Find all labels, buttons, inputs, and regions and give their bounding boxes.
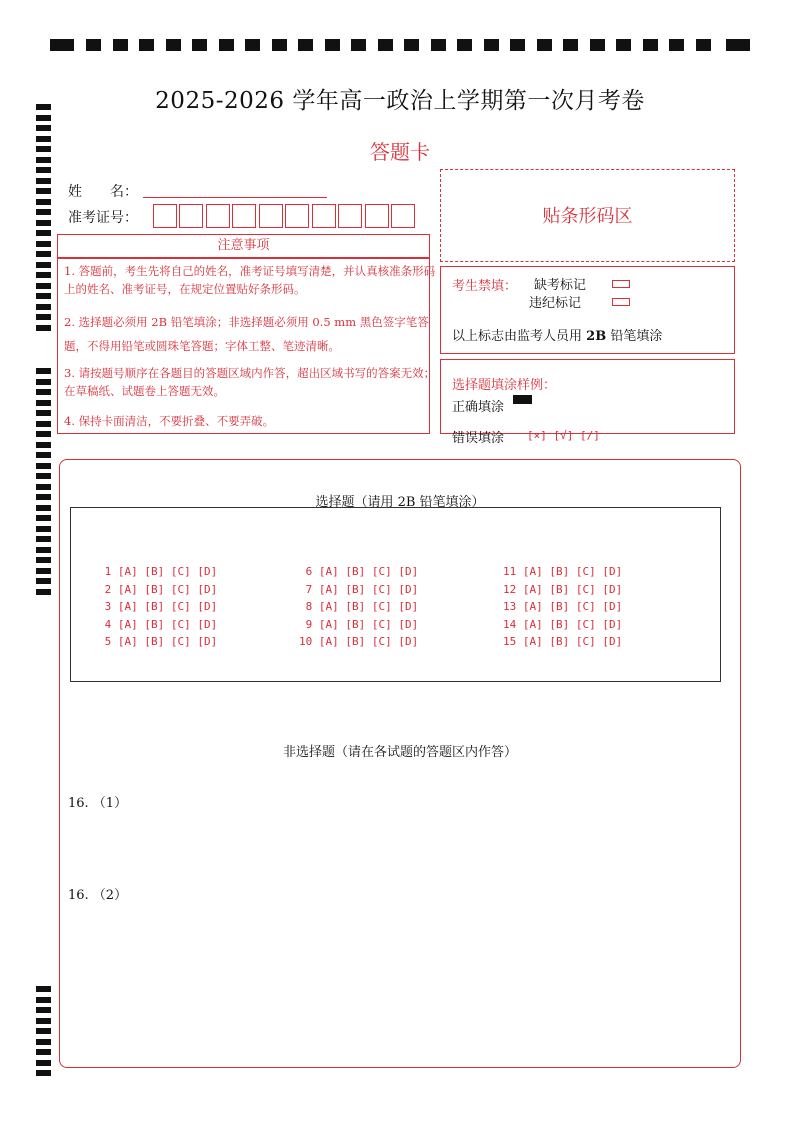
timing-mark — [36, 442, 51, 448]
timing-mark — [696, 39, 711, 51]
absent-mark-box[interactable] — [612, 280, 630, 288]
notice-item-1: 1. 答题前，考生先将自己的姓名，准考证号填写清楚，并认真核准条形码上的姓名、准考证号，在规定位置贴好条形码。 — [64, 264, 436, 296]
timing-mark — [36, 1018, 51, 1024]
timing-mark — [36, 1049, 51, 1055]
id-cell[interactable] — [365, 204, 389, 228]
timing-mark — [36, 209, 51, 215]
mcq-title: 选择题（请用 2B 铅笔填涂） — [315, 495, 485, 510]
option-a-bubble[interactable]: [A] — [117, 582, 145, 596]
q16-1-label: 16. （1） — [68, 796, 128, 811]
timing-mark — [484, 39, 499, 51]
absent-label: 缺考标记 — [534, 278, 587, 293]
option-d-bubble[interactable]: [D] — [602, 565, 629, 578]
notice-title-box — [57, 234, 430, 258]
timing-mark — [36, 283, 51, 289]
timing-mark — [50, 39, 74, 51]
timing-mark — [36, 1007, 51, 1013]
answer-card-heading: 答题卡 — [370, 140, 430, 164]
question-number: 6 — [299, 565, 319, 578]
notice-item-3: 3. 请按题号顺序在各题目的答题区域内作答，超出区域书写的答案无效；在草稿纸、试题卷上答题无效。 — [64, 366, 436, 398]
timing-mark — [351, 39, 366, 51]
timing-mark — [36, 368, 51, 374]
option-c-bubble[interactable]: [C] — [170, 582, 198, 596]
name-field[interactable] — [143, 197, 327, 198]
timing-mark — [36, 463, 51, 469]
option-c-bubble[interactable]: [C] — [575, 582, 603, 596]
mcq-question-6 — [299, 565, 425, 578]
wrong-mark-slash: [/] — [580, 429, 600, 442]
violation-label: 违纪标记 — [529, 296, 582, 311]
wrong-marks — [527, 429, 600, 442]
timing-mark — [36, 125, 51, 131]
question-number: 10 — [299, 635, 319, 648]
question-number: 1 — [98, 565, 118, 578]
timing-mark — [563, 39, 578, 51]
question-number: 11 — [503, 565, 523, 578]
option-d-bubble[interactable]: [D] — [602, 635, 629, 648]
id-cell[interactable] — [206, 204, 230, 228]
question-number: 4 — [98, 617, 118, 631]
option-a-bubble[interactable]: [A] — [318, 565, 346, 578]
id-cells[interactable] — [153, 204, 419, 228]
id-cell[interactable] — [179, 204, 203, 228]
option-b-bubble[interactable]: [B] — [345, 635, 372, 648]
option-a-bubble[interactable]: [A] — [522, 565, 550, 578]
question-number: 2 — [98, 582, 118, 596]
mcq-question-3 — [98, 600, 224, 613]
barcode-label: 贴条形码区 — [542, 206, 633, 227]
prohibited-label: 考生禁填： — [452, 279, 518, 294]
id-cell[interactable] — [153, 204, 177, 228]
timing-mark — [457, 39, 472, 51]
timing-mark — [36, 389, 51, 395]
instruction-prefix: 以上标志由监考人员用 — [452, 329, 583, 344]
option-d-bubble[interactable]: [D] — [398, 565, 425, 578]
mcq-question-15 — [503, 635, 629, 648]
timing-mark — [36, 515, 51, 521]
option-d-bubble[interactable]: [D] — [602, 600, 629, 613]
id-label: 准考证号： — [68, 210, 138, 226]
timing-mark — [510, 39, 525, 51]
wrong-mark-check: [√] — [553, 429, 574, 442]
instruction-suffix: 铅笔填涂 — [610, 329, 663, 344]
timing-mark — [36, 188, 51, 194]
notice-item-4: 4. 保持卡面清洁，不要折叠、不要弄破。 — [64, 414, 275, 428]
option-d-bubble[interactable]: [D] — [197, 617, 224, 631]
notice-title: 注意事项 — [217, 238, 270, 253]
timing-mark — [36, 526, 51, 532]
sample-wrong-label: 错误填涂 — [452, 431, 505, 446]
option-d-bubble[interactable]: [D] — [398, 635, 425, 648]
timing-mark — [36, 262, 51, 268]
timing-mark — [36, 986, 51, 992]
timing-mark — [404, 39, 419, 51]
option-c-bubble[interactable]: [C] — [575, 600, 603, 613]
q16-2-label: 16. （2） — [68, 888, 128, 903]
timing-mark — [86, 39, 101, 51]
timing-mark — [36, 178, 51, 184]
prohibited-box — [440, 266, 735, 354]
question-number: 3 — [98, 600, 118, 613]
option-c-bubble[interactable]: [C] — [170, 617, 198, 631]
timing-mark — [192, 39, 207, 51]
option-c-bubble[interactable]: [C] — [575, 617, 603, 631]
question-number: 8 — [299, 600, 319, 613]
page-title: 2025-2026 学年高一政治上学期第一次月考卷 — [155, 88, 645, 114]
option-a-bubble[interactable]: [A] — [318, 600, 346, 613]
mcq-question-11 — [503, 565, 629, 578]
sample-box — [440, 359, 735, 434]
id-cell[interactable] — [391, 204, 415, 228]
timing-mark — [36, 410, 51, 416]
timing-mark — [36, 304, 51, 310]
mcq-question-1 — [98, 565, 224, 578]
mcq-question-2 — [98, 583, 224, 596]
option-b-bubble[interactable]: [B] — [144, 635, 171, 648]
option-d-bubble[interactable]: [D] — [197, 565, 224, 578]
timing-mark — [36, 1039, 51, 1045]
id-cell[interactable] — [285, 204, 309, 228]
option-c-bubble[interactable]: [C] — [371, 582, 399, 596]
timing-mark — [36, 1060, 51, 1066]
option-c-bubble[interactable]: [C] — [170, 600, 198, 613]
timing-mark — [36, 199, 51, 205]
option-d-bubble[interactable]: [D] — [398, 617, 425, 631]
wrong-mark-x: [×] — [527, 429, 547, 442]
option-b-bubble[interactable]: [B] — [549, 565, 576, 578]
timing-mark — [36, 589, 51, 595]
option-a-bubble[interactable]: [A] — [522, 635, 550, 648]
sample-correct-label: 正确填涂 — [452, 400, 505, 415]
timing-mark — [36, 1028, 51, 1034]
option-a-bubble[interactable]: [A] — [117, 565, 145, 578]
timing-mark — [669, 39, 684, 51]
timing-mark — [378, 39, 393, 51]
timing-mark — [298, 39, 313, 51]
timing-mark — [272, 39, 287, 51]
option-a-bubble[interactable]: [A] — [318, 635, 346, 648]
mcq-question-9 — [299, 618, 425, 631]
timing-mark — [36, 379, 51, 385]
option-b-bubble[interactable]: [B] — [144, 600, 171, 613]
timing-mark — [726, 39, 750, 51]
option-b-bubble[interactable]: [B] — [549, 635, 576, 648]
option-a-bubble[interactable]: [A] — [117, 600, 145, 613]
timing-mark — [36, 241, 51, 247]
timing-mark — [643, 39, 658, 51]
question-number: 14 — [503, 617, 523, 631]
option-b-bubble[interactable]: [B] — [345, 600, 372, 613]
question-number: 9 — [299, 617, 319, 631]
barcode-area — [440, 169, 735, 262]
timing-mark — [36, 431, 51, 437]
notice-item-2: 2. 选择题必须用 2B 铅笔填涂；非选择题必须用 0.5 mm 黑色签字笔答题，不得用铅笔或圆珠笔答题；字体工整、笔迹清晰。 — [64, 315, 429, 353]
timing-mark — [36, 997, 51, 1003]
timing-mark — [616, 39, 631, 51]
option-a-bubble[interactable]: [A] — [318, 582, 346, 596]
mcq-question-13 — [503, 600, 629, 613]
id-cell[interactable] — [338, 204, 362, 228]
mcq-question-5 — [98, 635, 224, 648]
mcq-question-12 — [503, 583, 629, 596]
sample-title: 选择题填涂样例： — [452, 378, 557, 393]
timing-mark — [245, 39, 260, 51]
option-c-bubble[interactable]: [C] — [170, 635, 198, 648]
option-a-bubble[interactable]: [A] — [522, 582, 550, 596]
timing-mark — [36, 578, 51, 584]
option-b-bubble[interactable]: [B] — [345, 565, 372, 578]
timing-mark — [36, 115, 51, 121]
option-d-bubble[interactable]: [D] — [398, 582, 425, 596]
option-d-bubble[interactable]: [D] — [197, 582, 224, 596]
id-cell[interactable] — [259, 204, 283, 228]
timing-mark — [113, 39, 128, 51]
timing-mark — [219, 39, 234, 51]
option-b-bubble[interactable]: [B] — [549, 582, 576, 596]
option-a-bubble[interactable]: [A] — [522, 600, 550, 613]
timing-mark — [36, 536, 51, 542]
mcq-question-10 — [299, 635, 425, 648]
id-cell[interactable] — [312, 204, 336, 228]
option-c-bubble[interactable]: [C] — [371, 617, 399, 631]
timing-mark — [590, 39, 605, 51]
timing-mark — [36, 314, 51, 320]
option-d-bubble[interactable]: [D] — [398, 600, 425, 613]
violation-mark-box[interactable] — [612, 298, 630, 306]
correct-fill-mark — [513, 395, 532, 404]
option-c-bubble[interactable]: [C] — [371, 600, 399, 613]
option-b-bubble[interactable]: [B] — [144, 617, 171, 631]
timing-mark — [36, 325, 51, 331]
timing-mark — [36, 1070, 51, 1076]
option-b-bubble[interactable]: [B] — [549, 617, 576, 631]
option-c-bubble[interactable]: [C] — [575, 635, 603, 648]
question-number: 7 — [299, 582, 319, 596]
option-a-bubble[interactable]: [A] — [318, 617, 346, 631]
mcq-question-7 — [299, 583, 425, 596]
option-b-bubble[interactable]: [B] — [144, 582, 171, 596]
timing-mark — [36, 547, 51, 553]
id-cell[interactable] — [232, 204, 256, 228]
mcq-question-14 — [503, 618, 629, 631]
timing-mark — [36, 167, 51, 173]
option-a-bubble[interactable]: [A] — [522, 617, 550, 631]
timing-mark — [36, 484, 51, 490]
timing-mark — [36, 452, 51, 458]
question-number: 15 — [503, 635, 523, 648]
timing-mark — [139, 39, 154, 51]
timing-mark — [325, 39, 340, 51]
timing-mark — [36, 473, 51, 479]
timing-mark — [537, 39, 552, 51]
option-b-bubble[interactable]: [B] — [345, 582, 372, 596]
option-a-bubble[interactable]: [A] — [117, 635, 145, 648]
mcq-question-4 — [98, 618, 224, 631]
instruction-bold: 2B — [586, 329, 607, 344]
option-b-bubble[interactable]: [B] — [549, 600, 576, 613]
option-c-bubble[interactable]: [C] — [575, 565, 603, 578]
question-number: 5 — [98, 635, 118, 648]
option-d-bubble[interactable]: [D] — [602, 617, 629, 631]
timing-mark — [36, 230, 51, 236]
timing-mark — [36, 557, 51, 563]
prohibited-instruction — [452, 325, 662, 344]
timing-mark — [431, 39, 446, 51]
timing-mark — [166, 39, 181, 51]
option-d-bubble[interactable]: [D] — [197, 600, 224, 613]
option-c-bubble[interactable]: [C] — [170, 565, 198, 578]
timing-mark — [36, 421, 51, 427]
timing-mark — [36, 220, 51, 226]
option-c-bubble[interactable]: [C] — [371, 635, 399, 648]
name-label: 姓 名： — [68, 184, 138, 200]
option-d-bubble[interactable]: [D] — [197, 635, 224, 648]
option-b-bubble[interactable]: [B] — [345, 617, 372, 631]
timing-mark — [36, 272, 51, 278]
timing-mark — [36, 400, 51, 406]
timing-mark — [36, 251, 51, 257]
mcq-question-8 — [299, 600, 425, 613]
option-d-bubble[interactable]: [D] — [602, 582, 629, 596]
question-number: 13 — [503, 600, 523, 613]
option-a-bubble[interactable]: [A] — [117, 617, 145, 631]
option-c-bubble[interactable]: [C] — [371, 565, 399, 578]
timing-mark — [36, 568, 51, 574]
question-number: 12 — [503, 582, 523, 596]
timing-mark — [36, 293, 51, 299]
option-b-bubble[interactable]: [B] — [144, 565, 171, 578]
open-title: 非选择题（请在各试题的答题区内作答） — [282, 745, 517, 760]
